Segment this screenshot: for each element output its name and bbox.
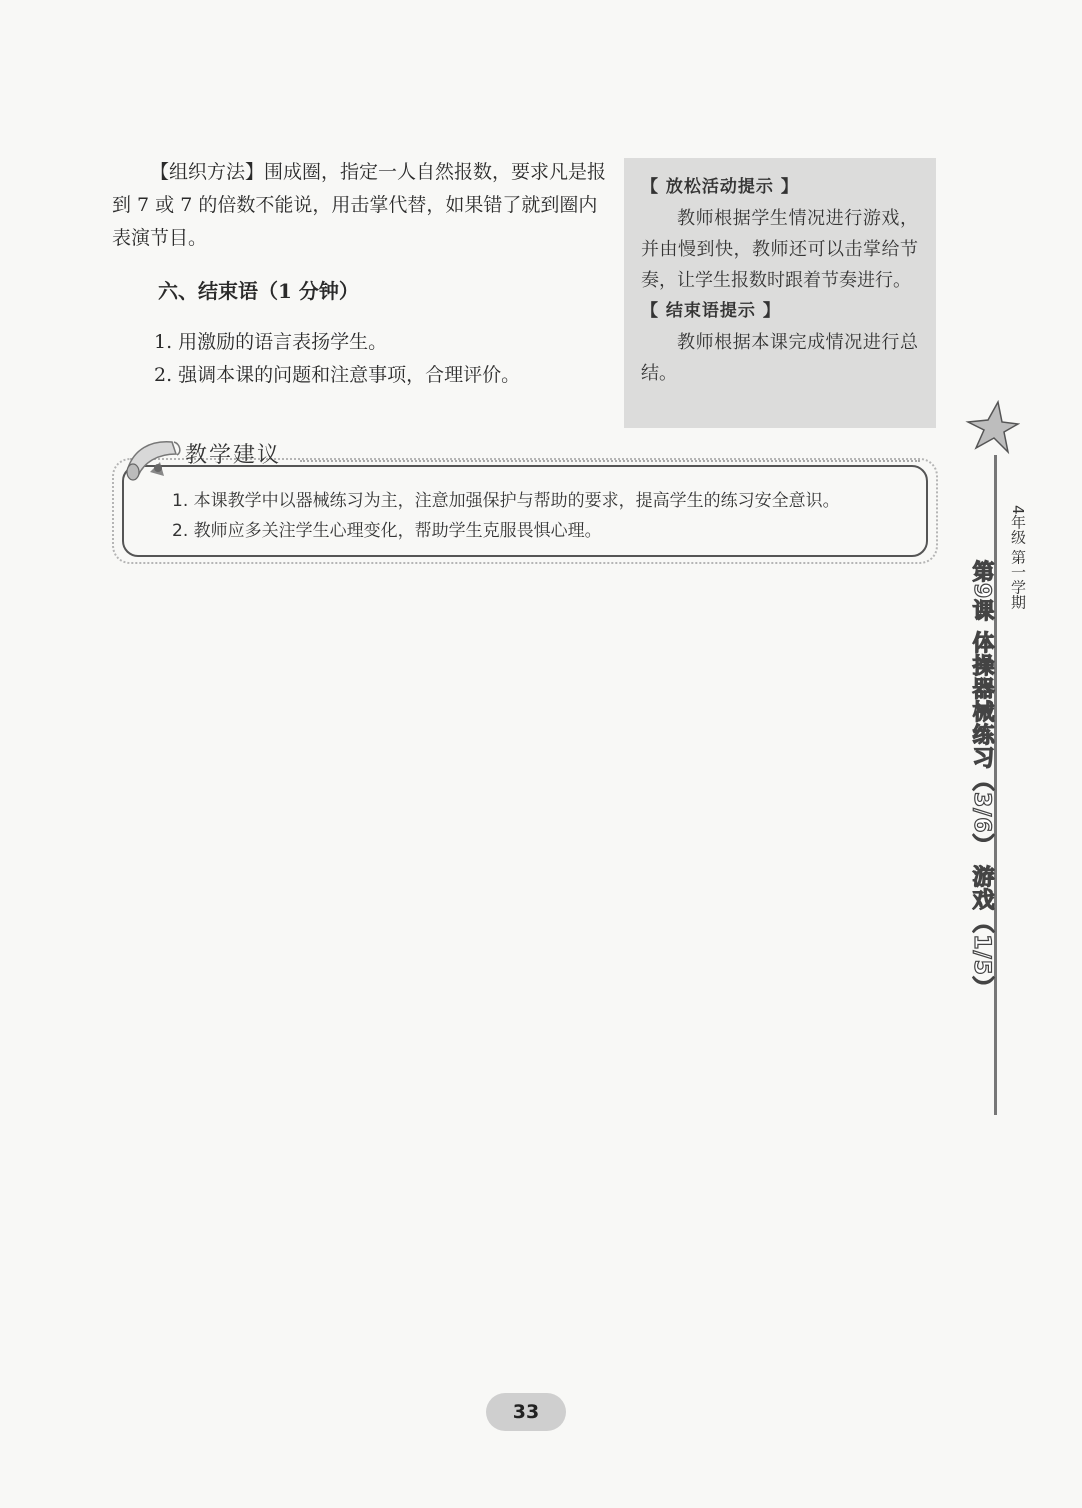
advice-title: 教学建议 <box>185 443 282 468</box>
summary-list <box>112 326 607 392</box>
main-text <box>112 156 607 392</box>
advice-header <box>120 432 940 476</box>
ending-tip-body: 教师根据本课完成情况进行总结。 <box>641 332 918 384</box>
organize-paragraph: 【组织方法】围成圈，指定一人自然报数，要求凡是报到 7 或 7 的倍数不能说，用击掌代替，如果错了就到圈内表演节目。 <box>112 161 607 249</box>
tip-box <box>624 158 936 428</box>
relax-tip-title: 【 放松活动提示 】 <box>641 177 799 197</box>
advice-item: 2. 教师应多关注学生心理变化，帮助学生克服畏惧心理。 <box>172 521 602 541</box>
page-number: 33 <box>512 1401 540 1423</box>
list-item: 1. 用激励的语言表扬学生。 <box>154 331 388 353</box>
advice-list <box>172 486 840 546</box>
ending-tip-title: 【 结束语提示 】 <box>641 301 781 321</box>
side-vertical-rule <box>994 455 997 1115</box>
advice-item: 1. 本课教学中以器械练习为主，注意加强保护与帮助的要求，提高学生的练习安全意识。 <box>172 491 840 511</box>
section-heading: 六、结束语（1 分钟） <box>158 279 359 303</box>
lesson-title: 第9课 体操器械练习（3/6） 游戏（1/5） <box>969 560 994 999</box>
list-item: 2. 强调本课的问题和注意事项，合理评价。 <box>154 364 521 386</box>
dotted-divider <box>300 460 920 462</box>
grade-label: 4年级 第一学期 <box>1009 505 1027 610</box>
relax-tip-body: 教师根据学生情况进行游戏，并由慢到快，教师还可以击掌给节奏，让学生报数时跟着节奏进行。 <box>641 208 918 291</box>
scroll-icon <box>120 432 190 482</box>
star-icon <box>958 400 1020 462</box>
